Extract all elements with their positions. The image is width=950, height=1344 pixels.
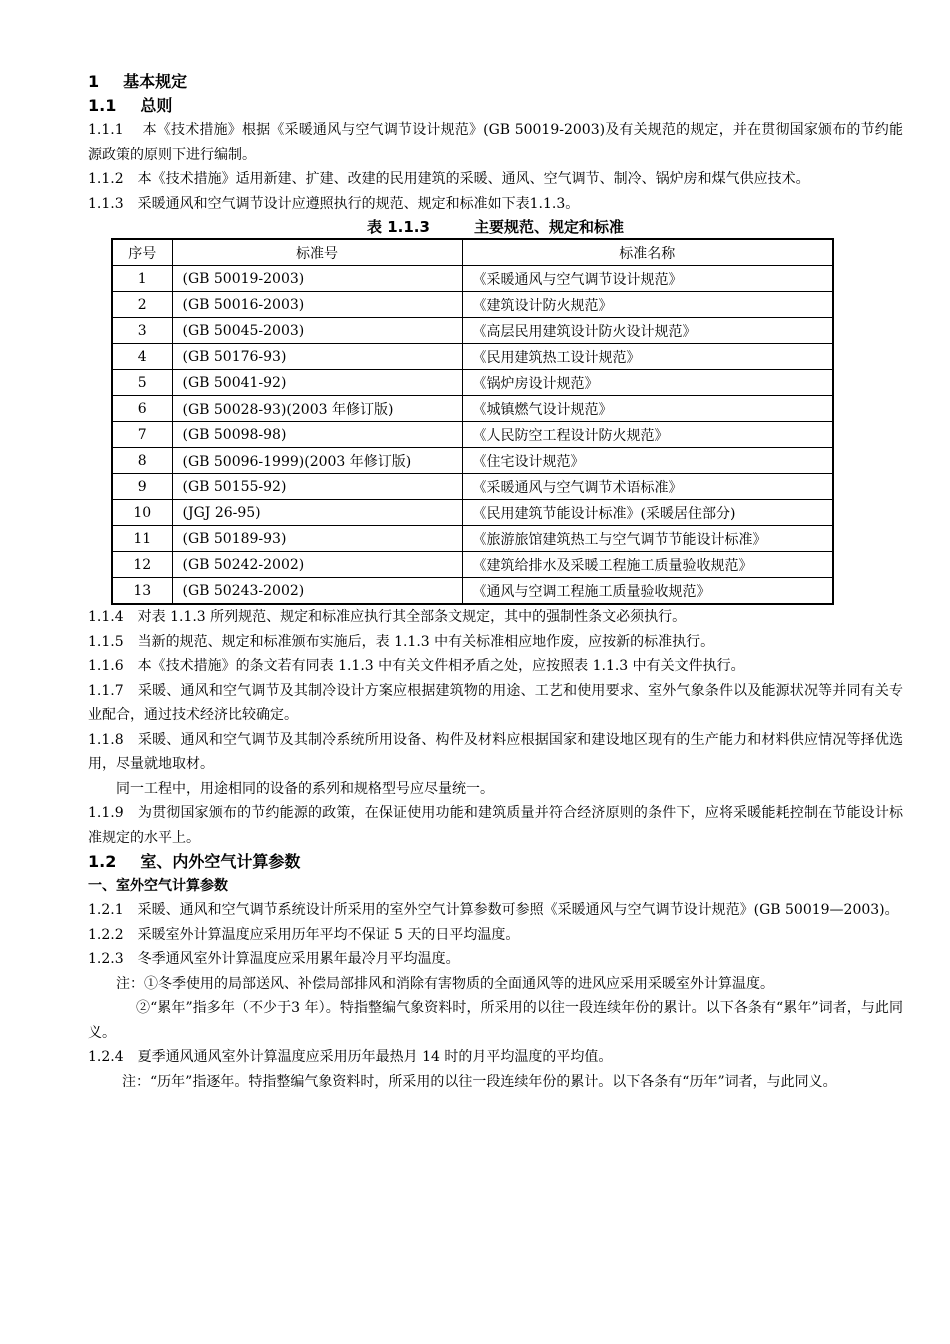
clause-1-1-5: 1.1.5 当新的规范、规定和标准颁布实施后，表 1.1.3 中有关标准相应地作废，应按新的标准执行。 [88,633,715,650]
standard-code-cell: (GB 50019-2003) [172,266,462,292]
standards-table [111,238,834,605]
section-heading-1 [88,70,903,94]
note-1: 注：①冬季使用的局部送风、补偿局部排风和消除有害物质的全面通风等的进风应采用采暖室外计算温度。 [116,975,774,992]
standard-code-cell: (GB 50242-2002) [172,552,462,578]
standard-name-cell: 《通风与空调工程施工质量验收规范》 [462,578,833,605]
clause-1-1-8: 1.1.8 采暖、通风和空气调节及其制冷系统所用设备、构件及材料应根据国家和建设地区现有的生产能力和材料供应情况等择优选用，尽量就地取材。 [88,731,903,772]
clause-1-2-1: 1.2.1 采暖、通风和空气调节系统设计所采用的室外空气计算参数可参照《采暖通风与空气调节设计规范》(GB 50019—2003)。 [88,902,899,918]
standard-code-cell: (GB 50096-1999)(2003 年修订版) [172,448,462,474]
row-number-cell: 12 [112,552,172,578]
standard-name-cell: 《锅炉房设计规范》 [462,370,833,396]
standard-name-cell: 《人民防空工程设计防火规范》 [462,422,833,448]
row-number-cell: 7 [112,422,172,448]
document-page [88,70,903,1094]
standard-code-cell: (GB 50098-98) [172,422,462,448]
table-row [112,526,833,552]
clause-1-1-1: 1.1.1 本《技术措施》根据《采暖通风与空气调节设计规范》(GB 50019-2003)及有关规范的规定，并在贯彻国家颁布的节约能源政策的原则下进行编制。 [88,122,903,163]
standard-name-cell: 《旅游旅馆建筑热工与空气调节节能设计标准》 [462,526,833,552]
standard-code-cell: (GB 50041-92) [172,370,462,396]
section-number: 1 [88,72,100,91]
standard-code-cell: (GB 50045-2003) [172,318,462,344]
row-number-cell: 5 [112,370,172,396]
standard-name-cell: 《建筑设计防火规范》 [462,292,833,318]
standard-name-cell: 《高层民用建筑设计防火设计规范》 [462,318,833,344]
standard-name-cell: 《城镇燃气设计规范》 [462,396,833,422]
table-row [112,422,833,448]
table-row [112,396,833,422]
table-row [112,448,833,474]
row-number-cell: 2 [112,292,172,318]
subsection-heading: 一、室外空气计算参数 [88,878,228,894]
header-cell: 标准号 [172,239,462,266]
header-cell: 标准名称 [462,239,833,266]
standard-code-cell: (GB 50243-2002) [172,578,462,605]
standard-name-cell: 《建筑给排水及采暖工程施工质量验收规范》 [462,552,833,578]
standard-name-cell: 《民用建筑热工设计规范》 [462,344,833,370]
section-title: 总则 [140,96,173,115]
row-number-cell: 13 [112,578,172,605]
table-header-row [112,239,833,266]
table-row [112,318,833,344]
header-cell: 序号 [112,239,172,266]
section-title: 室、内外空气计算参数 [140,852,301,871]
standard-name-cell: 《采暖通风与空气调节术语标准》 [462,474,833,500]
table-row [112,344,833,370]
table-caption-number: 表 1.1.3 [367,218,430,236]
standard-code-cell: (GB 50028-93)(2003 年修订版) [172,396,462,422]
row-number-cell: 4 [112,344,172,370]
row-number-cell: 9 [112,474,172,500]
clause-1-2-4: 1.2.4 夏季通风通风室外计算温度应采用历年最热月 14 时的月平均温度的平均值。 [88,1049,613,1065]
table-row [112,578,833,605]
section-heading-1-2 [88,850,903,874]
row-number-cell: 3 [112,318,172,344]
standard-code-cell: (GB 50176-93) [172,344,462,370]
row-number-cell: 1 [112,266,172,292]
table-row [112,500,833,526]
section-heading-1-1 [88,94,903,118]
standard-code-cell: (GB 50155-92) [172,474,462,500]
standard-code-cell: (GB 50016-2003) [172,292,462,318]
clause-1-1-7: 1.1.7 采暖、通风和空气调节及其制冷设计方案应根据建筑物的用途、工艺和使用要求、室外气象条件以及能源状况等并同有关专业配合，通过技术经济比较确定。 [88,682,903,723]
row-number-cell: 10 [112,500,172,526]
row-number-cell: 6 [112,396,172,422]
section-title: 基本规定 [123,72,188,91]
section-number: 1.1 [88,96,117,115]
clause-1-1-8-supplement: 同一工程中，用途相同的设备的系列和规格型号应尽量统一。 [116,780,494,797]
table-row [112,292,833,318]
clause-1-1-9: 1.1.9 为贯彻国家颁布的节约能源的政策，在保证使用功能和建筑质量并符合经济原则的条件下，应将采暖能耗控制在节能设计标准规定的水平上。 [88,805,903,846]
table-row [112,552,833,578]
clause-1-1-2: 1.1.2 本《技术措施》适用新建、扩建、改建的民用建筑的采暖、通风、空气调节、制冷、锅炉房和煤气供应技术。 [88,171,810,187]
table-row [112,266,833,292]
clause-1-1-6: 1.1.6 本《技术措施》的条文若有同表 1.1.3 中有关文件相矛盾之处，应按照表 1.1.3 中有关文件执行。 [88,658,745,674]
note-3: 注：“历年”指逐年。特指整编气象资料时，所采用的以往一段连续年份的累计。以下各条有“历年”词者，与此同义。 [122,1073,837,1090]
clause-1-1-4: 1.1.4 对表 1.1.3 所列规范、规定和标准应执行其全部条文规定，其中的强制性条文必须执行。 [88,609,687,625]
clause-1-2-2: 1.2.2 采暖室外计算温度应采用历年平均不保证 5 天的日平均温度。 [88,926,520,943]
clause-1-1-3: 1.1.3 采暖通风和空气调节设计应遵照执行的规范、规定和标准如下表1.1.3。 [88,195,580,212]
row-number-cell: 8 [112,448,172,474]
standard-name-cell: 《民用建筑节能设计标准》(采暖居住部分) [462,500,833,526]
clause-1-2-3: 1.2.3 冬季通风室外计算温度应采用累年最冷月平均温度。 [88,951,460,967]
table-caption-title: 主要规范、规定和标准 [473,218,624,236]
standard-name-cell: 《住宅设计规范》 [462,448,833,474]
note-2: ②“累年”指多年（不少于3 年）。特指整编气象资料时，所采用的以往一段连续年份的累计。以下各条有“累年”词者，与此同义。 [88,1000,903,1041]
row-number-cell: 11 [112,526,172,552]
standard-name-cell: 《采暖通风与空气调节设计规范》 [462,266,833,292]
section-number: 1.2 [88,852,117,871]
standard-code-cell: (JGJ 26-95) [172,500,462,526]
table-row [112,474,833,500]
table-row [112,370,833,396]
standard-code-cell: (GB 50189-93) [172,526,462,552]
table-caption [88,216,903,238]
